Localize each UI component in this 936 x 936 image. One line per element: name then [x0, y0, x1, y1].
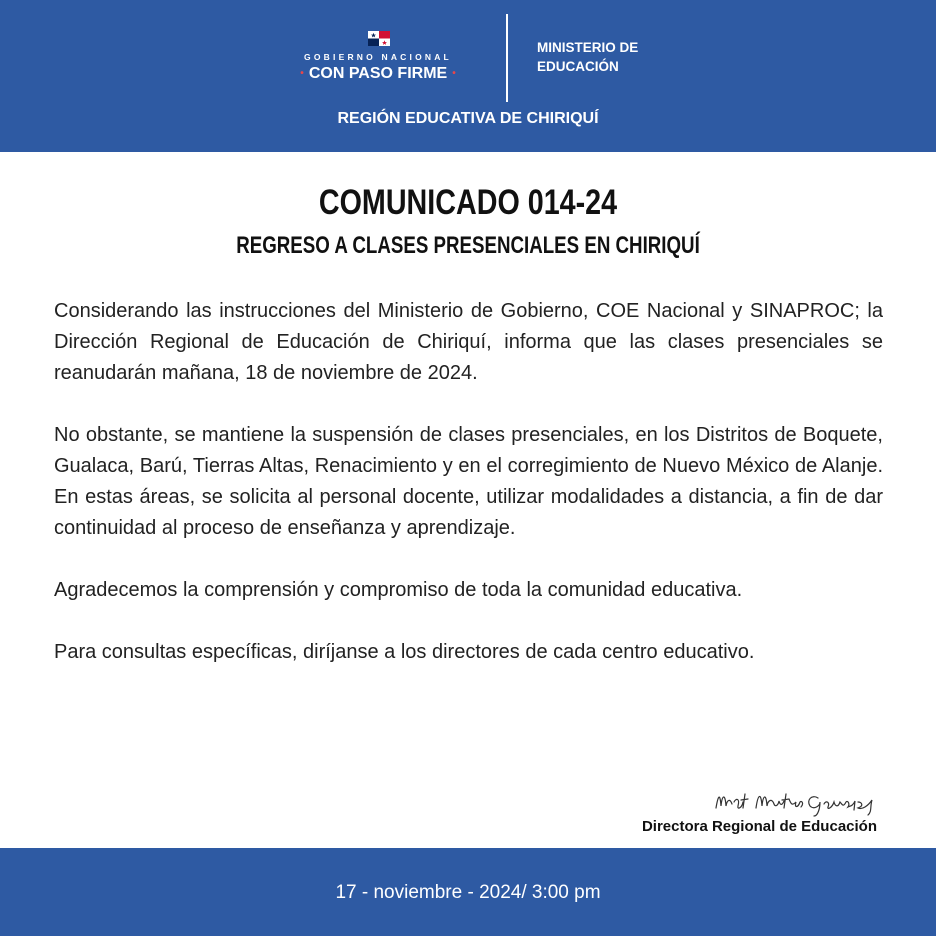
signatory-title: Directora Regional de Educación — [641, 818, 877, 835]
region-label: REGIÓN EDUCATIVA DE CHIRIQUÍ — [337, 110, 599, 127]
footer-banner — [0, 848, 936, 936]
slogan-text: CON PASO FIRME — [308, 65, 448, 82]
ministry-line-1: MINISTERIO DE — [537, 40, 639, 55]
paragraph-3: Agradecemos la comprensión y compromiso de toda la comunidad educativa. — [54, 579, 743, 601]
gobierno-nacional-label: GOBIERNO NACIONAL — [304, 52, 452, 62]
dot-left-icon: • — [300, 68, 304, 79]
government-logo — [278, 28, 478, 88]
footer-date: 17 - noviembre - 2024/ 3:00 pm — [335, 882, 601, 903]
paragraph-2: No obstante, se mantiene la suspensión de clases presenciales, en los Distritos de Boquete, Gualaca, Barú, Tierras Altas, Renacimiento y en el corregimiento de Nuevo México de Alanje. En estas áreas, se solicita al personal docente, utilizar modalidades a distancia, a fin de dar continuidad al proceso de enseñanza y aprendizaje. — [54, 424, 883, 539]
paragraph-1: Considerando las instrucciones del Ministerio de Gobierno, COE Nacional y SINAPROC; la Dirección Regional de Educación de Chiriquí, informa que las clases presenciales se reanudarán mañana, 18 de noviembre de 2024. — [54, 300, 883, 384]
header-banner — [0, 0, 936, 152]
handwritten-signature — [712, 782, 880, 818]
slogan — [278, 65, 478, 83]
paragraph-4: Para consultas específicas, diríjanse a los directores de cada centro educativo. — [54, 641, 755, 663]
header-divider — [506, 14, 508, 102]
dot-right-icon: • — [452, 68, 456, 79]
ministry-line-2: EDUCACIÓN — [537, 59, 619, 74]
panama-flag-icon — [368, 31, 390, 46]
document-subtitle: REGRESO A CLASES PRESENCIALES EN CHIRIQUÍ — [236, 232, 700, 259]
ministry-logo — [537, 38, 687, 76]
document-body — [54, 296, 883, 699]
document-title: COMUNICADO 014-24 — [318, 183, 618, 222]
